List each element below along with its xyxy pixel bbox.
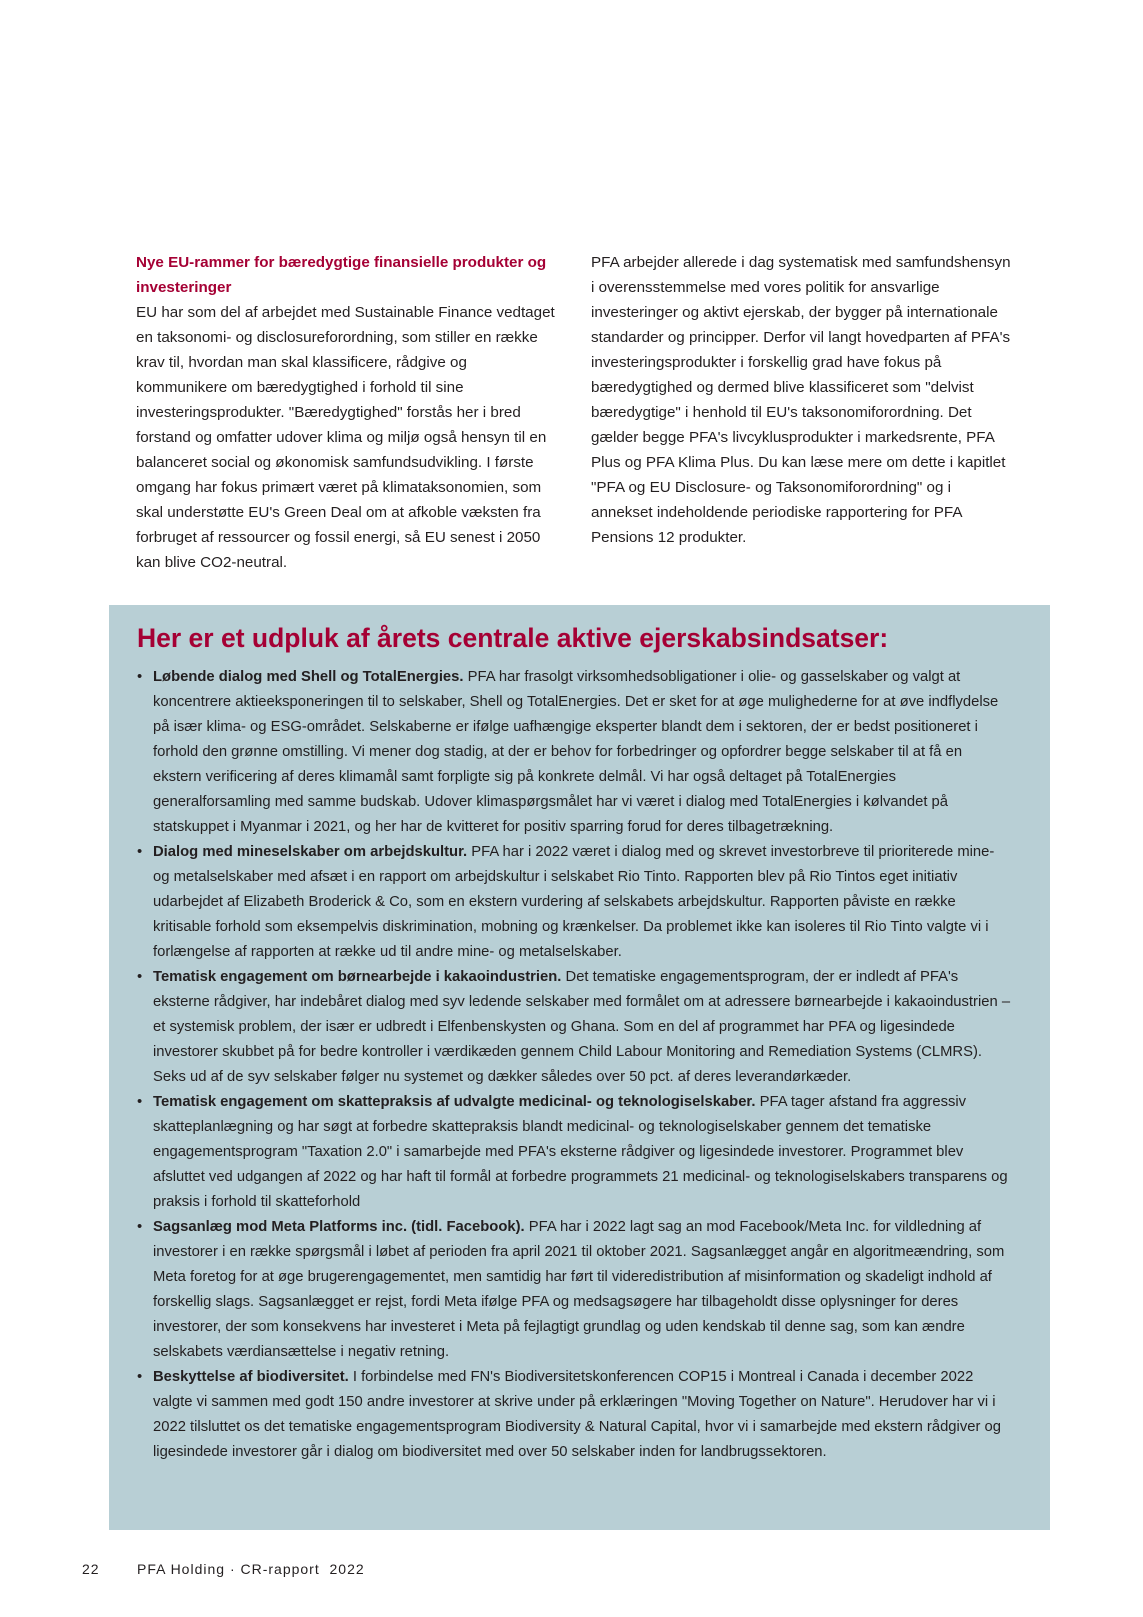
list-item-lead: Tematisk engagement om skattepraksis af udvalgte medicinal- og teknologiselskaber. <box>153 1094 756 1110</box>
intro-columns <box>136 250 1016 575</box>
bullet-icon: • <box>137 669 143 685</box>
list-item <box>137 665 1012 840</box>
left-column-text: EU har som del af arbejdet med Sustainable Finance vedtaget en taksonomi- og disclosureforordning, som stiller en række krav til, hvordan man skal klassificere, rådgive og kommunikere om bæredygtighed i forhold til sine investeringsprodukter. "Bæredygtighed" forstås her i bred forstand og omfatter udover klima og miljø også hensyn til en balanceret social og økonomisk samfundsudvikling. I første omgang har fokus primært været på klimataksonomien, som skal understøtte EU's Green Deal om at afkoble væksten fra forbruget af ressourcer og fossil energi, så EU senest i 2050 kan blive CO2-neutral. <box>136 304 555 571</box>
list-item-text: PFA har i 2022 været i dialog med og skrevet investorbreve til prioriterede mine- og metalselskaber med afsæt i en rapport om arbejdskultur i selskabet Rio Tinto. Rapporten blev på Rio Tintos eget initiativ udarbejdet af Elizabeth Broderick & Co, som en ekstern vurdering af selskabets arbejdskultur. Rapporten påviste en række kritisable forhold som eksempelvis diskrimination, mobning og krænkelser. Da problemet ikke kan isoleres til Rio Tinto valgte vi i forlængelse af rapporten at række ud til andre mine- og metalselskaber. <box>153 844 995 960</box>
footer-label: PFA Holding · CR-rapport 2022 <box>137 1561 365 1577</box>
bullet-icon: • <box>137 844 143 860</box>
list-item <box>137 1090 1012 1215</box>
list-item-lead: Beskyttelse af biodiversitet. <box>153 1369 349 1385</box>
page-number: 22 <box>82 1561 100 1577</box>
section-heading: Nye EU-rammer for bæredygtige finansielle produkter og investeringer <box>136 254 547 296</box>
list-item <box>137 1365 1012 1465</box>
list-item-text: PFA har frasolgt virksomhedsobligationer i olie- og gasselskaber og valgt at koncentrere aktieeksponeringen til to selskaber, Shell og TotalEnergies. Det er sket for at øge mulighederne for at øve indflydelse på især klima- og ESG-området. Selskaberne er ifølge uafhængige eksperter blandt dem i sektoren, der er bedst positioneret i forhold den grønne omstilling. Vi mener dog stadig, at der er behov for forbedringer og opfordrer begge selskaber til at få en ekstern verificering af deres klimamål samt forpligte sig på konkrete delmål. Vi har også deltaget på TotalEnergies generalforsamling med samme budskab. Udover klimaspørgsmålet har vi været i dialog med TotalEnergies i kølvandet på statskuppet i Myanmar i 2021, og her har de kvitteret for positiv sparring forud for deres tilbagetrækning. <box>153 669 999 835</box>
list-item-text: PFA tager afstand fra aggressiv skatteplanlægning og har søgt at forbedre skattepraksis blandt medicinal- og teknologiselskaber gennem det tematiske engagementsprogram "Taxation 2.0" i samarbejde med PFA's eksterne rådgiver og ligesindede investorer. Programmet blev afsluttet ved udgangen af 2022 og har haft til formål at forbedre programmets 21 medicinal- og teknologiselskabers transparens og praksis i forhold til skatteforhold <box>153 1094 1008 1210</box>
list-item <box>137 965 1012 1090</box>
right-column-text: PFA arbejder allerede i dag systematisk med samfundshensyn i overensstemmelse med vores politik for ansvarlige investeringer og aktivt ejerskab, der bygger på internationale standarder og principper. Derfor vil langt hovedparten af PFA's investeringsprodukter i forskellig grad have fokus på bæredygtighed og dermed blive klassificeret som "delvist bæredygtige" i henhold til EU's taksonomiforordning. Det gælder begge PFA's livcyklusprodukter i markedsrente, PFA Plus og PFA Klima Plus. Du kan læse mere om dette i kapitlet "PFA og EU Disclosure- og Taksonomiforordning" og i annekset indeholdende periodiske rapportering for PFA Pensions 12 produkter. <box>591 254 1011 546</box>
highlight-box <box>109 605 1050 1530</box>
list-item-lead: Dialog med mineselskaber om arbejdskultur. <box>153 844 468 860</box>
bullet-icon: • <box>137 1369 143 1385</box>
list-item-lead: Løbende dialog med Shell og TotalEnergies. <box>153 669 464 685</box>
list-item-text: Det tematiske engagementsprogram, der er indledt af PFA's eksterne rådgiver, har indebåret dialog med syv ledende selskaber med formålet om at adressere børnearbejde i kakaoindustrien – et systemisk problem, der især er udbredt i Elfenbenskysten og Ghana. Som en del af programmet har PFA og ligesindede investorer skubbet på for bedre kontroller i værdikæden gennem Child Labour Monitoring and Remediation Systems (CLMRS). Seks ud af de syv selskaber følger nu systemet og dækker således over 50 pct. af deres leverandørkæder. <box>153 969 1011 1085</box>
bullet-list <box>137 665 1012 1465</box>
list-item <box>137 1215 1012 1365</box>
list-item-text: PFA har i 2022 lagt sag an mod Facebook/Meta Inc. for vildledning af investorer i en række spørgsmål i løbet af perioden fra april 2021 til oktober 2021. Sagsanlægget angår en algoritmeændring, som Meta foretog for at øge brugerengagementet, men samtidig har ført til videredistribution af misinformation og skadeligt indhold af forskellig slags. Sagsanlægget er rejst, fordi Meta ifølge PFA og medsagsøgere har tilbageholdt disse oplysninger for deres investorer, der som konsekvens har investeret i Meta på fejlagtigt grundlag og uden kendskab til denne sag, som kan ændre selskabets værdiansættelse i negativ retning. <box>153 1219 1005 1360</box>
list-item-lead: Sagsanlæg mod Meta Platforms inc. (tidl. Facebook). <box>153 1219 525 1235</box>
bullet-icon: • <box>137 1094 143 1110</box>
page-footer <box>82 1561 365 1577</box>
list-item <box>137 840 1012 965</box>
left-column <box>136 250 561 575</box>
bullet-icon: • <box>137 1219 143 1235</box>
list-item-lead: Tematisk engagement om børnearbejde i kakaoindustrien. <box>153 969 562 985</box>
bullet-icon: • <box>137 969 143 985</box>
right-column <box>591 250 1016 575</box>
box-title: Her er et udpluk af årets centrale aktive ejerskabsindsatser: <box>137 623 889 653</box>
list-item-text: I forbindelse med FN's Biodiversitetskonferencen COP15 i Montreal i Canada i december 2022 valgte vi sammen med godt 150 andre investorer at skrive under på erklæringen "Moving Together on Nature". Herudover har vi i 2022 tilsluttet os det tematiske engagementsprogram Biodiversity & Natural Capital, hvor vi i samarbejde med ekstern rådgiver og ligesindede investorer går i dialog om biodiversitet med over 50 selskaber inden for landbrugssektoren. <box>153 1369 1001 1460</box>
